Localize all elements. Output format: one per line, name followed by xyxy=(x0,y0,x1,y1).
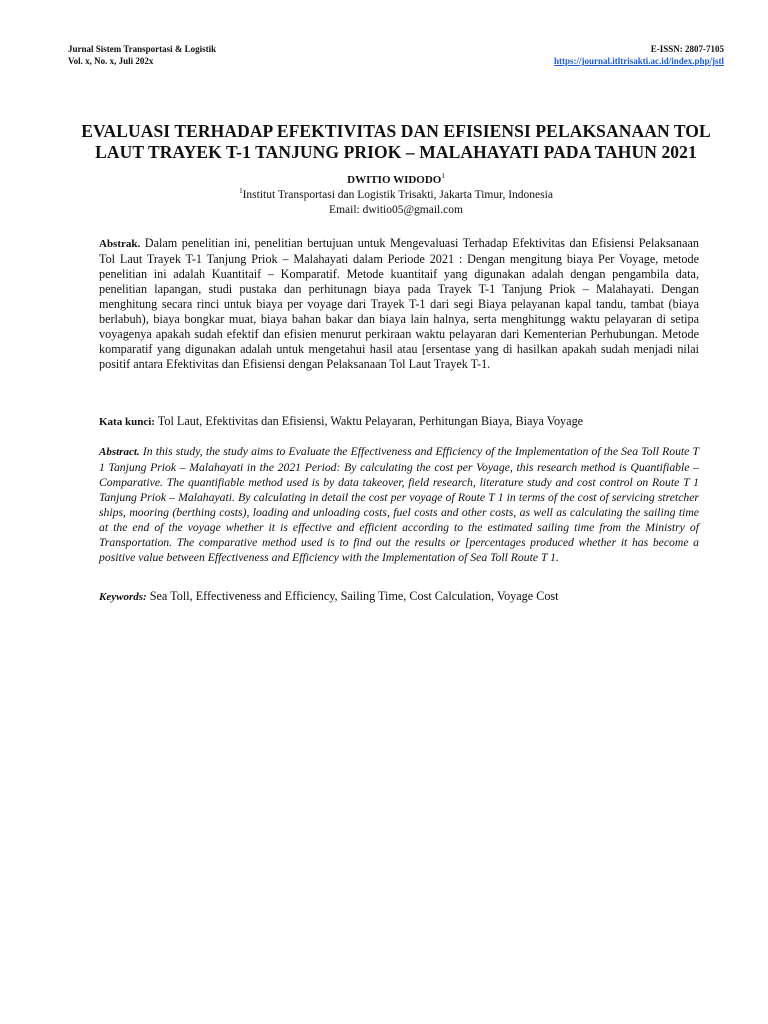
journal-url-link[interactable]: https://journal.itltrisakti.ac.id/index.php/jstl xyxy=(553,56,724,66)
kata-kunci-label: Kata kunci: xyxy=(99,416,155,428)
journal-name: Jurnal Sistem Transportasi & Logistik xyxy=(68,44,217,54)
author-block xyxy=(68,173,724,218)
author-affiliation: Institut Transportasi dan Logistik Trisakti, Jakarta Timur, Indonesia xyxy=(242,189,553,201)
paper-title-line-1: EVALUASI TERHADAP EFEKTIVITAS DAN EFISIENSI PELAKSANAAN TOL xyxy=(81,121,711,141)
paper-title-line-2: LAUT TRAYEK T-1 TANJUNG PRIOK – MALAHAYATI PADA TAHUN 2021 xyxy=(95,142,697,162)
kata-kunci-text: Tol Laut, Efektivitas dan Efisiensi, Waktu Pelayaran, Perhitungan Biaya, Biaya Voyage xyxy=(157,414,584,428)
paper-title xyxy=(68,121,724,163)
abstrak-text: Dalam penelitian ini, penelitian bertujuan untuk Mengevaluasi Terhadap Efektivitas dan Efisiensi Pelaksanaan Tol Laut Trayek T-1 Tanjung Priok – Malahayati dalam Periode 2021 : Dengan mengitung biaya Per Voyage, metode penelitian ini adalah Kuantitaif – Komparatif. Metode kuantitaif yang digunakan adalah dengan pengambila data, penelitian lapangan, studi pustaka dan perhitunagn biaya pada Trayek T-1 Tanjung Priok – Malahayati. Dengan menghitung secara rinci untuk biaya per voyage dari Trayek T-1 dari segi Biaya pelayanan kapal tandu, tambat (biaya berlabuh), biaya bongkar muat, biaya bahan bakar dan biaya lain halnya, serta menghitungg waktu pelayaran di setipa voyagenya apakah sudah efektif dan efisien menurut perkiraan waktu pelayaran dari Kementerian Perhubungan. Metode komparatif yang digunakan adalah untuk mengetahui hasil atau [ersentase yang di hasilkan apakah sudah menjadi nilai positif antara Efektivitas dan Efisiensi dengan Pelaksanaan Tol Laut Trayek T-1. xyxy=(99,236,699,371)
kata-kunci-section xyxy=(99,414,699,430)
journal-issn-info xyxy=(554,43,724,67)
affiliation-line xyxy=(68,188,724,203)
journal-volume: Vol. x, No. x, Juli 202x xyxy=(68,56,154,66)
journal-eissn: E-ISSN: 2807-7105 xyxy=(650,44,724,54)
affiliation-superscript: 1 xyxy=(239,187,243,196)
keywords-label: Keywords: xyxy=(99,591,147,603)
abstrak-label: Abstrak. xyxy=(99,238,141,250)
abstract-label: Abstract. xyxy=(99,446,140,458)
abstract-section xyxy=(99,444,699,565)
keywords-text: Sea Toll, Effectiveness and Efficiency, Sailing Time, Cost Calculation, Voyage Cost xyxy=(149,589,559,603)
abstrak-section xyxy=(99,236,699,372)
keywords-section xyxy=(99,589,699,605)
journal-info xyxy=(68,43,216,67)
abstract-text: In this study, the study aims to Evaluate the Effectiveness and Efficiency of the Implementation of the Sea Toll Route T 1 Tanjung Priok – Malahayati in the 2021 Period: By calculating the cost per Voyage, this research method is Quantifiable – Comparative. The quantifiable method used is by data takeover, field research, literature study and cost control on Route T 1 Tanjung Priok – Malahayati. By calculating in detail the cost per voyage of Route T 1 in terms of the cost of servicing stretcher ships, mooring (berthing costs), loading and unloading costs, fuel costs and other costs, as well as calculating the sailing time at the end of the voyage whether it is effective and efficient according to the estimated sailing time from the Ministry of Transportation. The comparative method used is to find out the results or [percentages produced whether it has become a positive value between Effectiveness and Efficiency with the Implementation of Sea Toll Route T 1. xyxy=(99,445,700,564)
author-name: DWITIO WIDODO xyxy=(347,174,442,186)
author-superscript: 1 xyxy=(441,172,445,181)
author-line xyxy=(68,173,724,188)
author-email: Email: dwitio05@gmail.com xyxy=(329,204,463,216)
